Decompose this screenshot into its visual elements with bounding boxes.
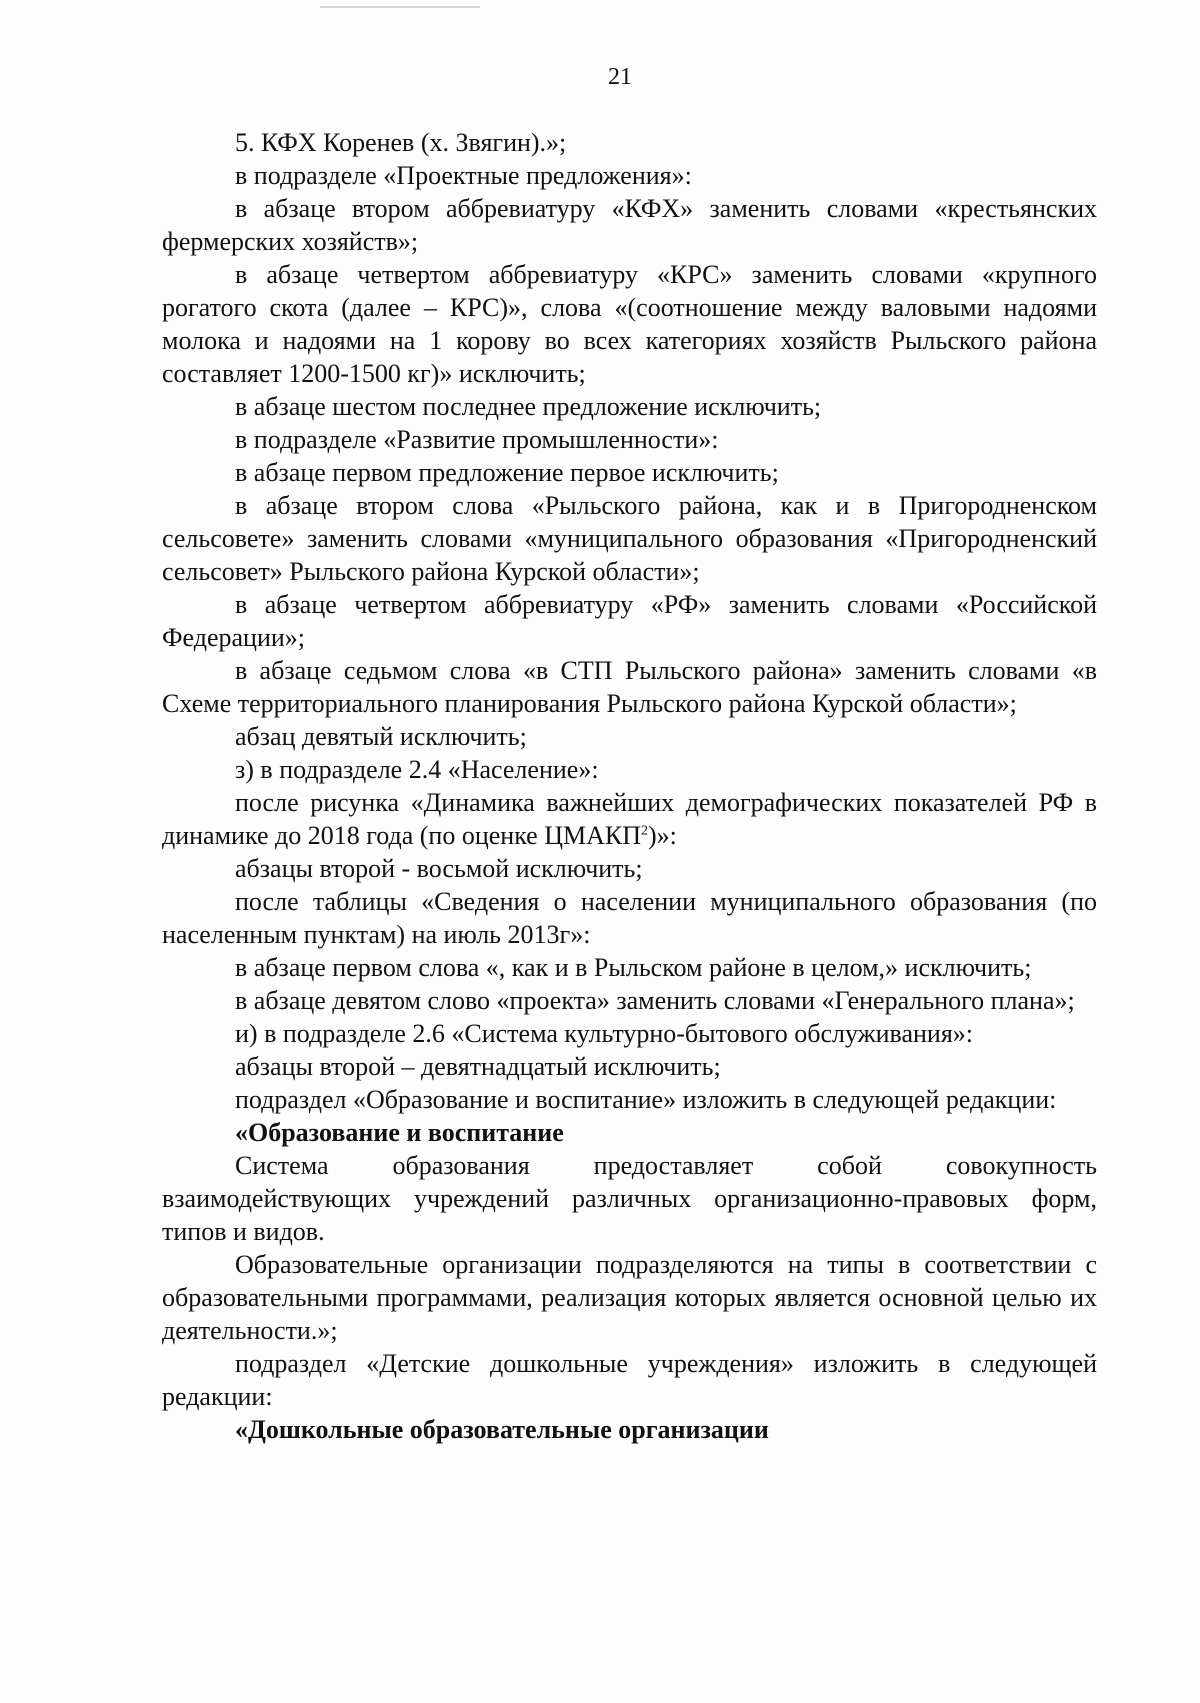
paragraph: абзацы второй – девятнадцатый исключить; [235,1052,721,1081]
section-heading-preschool: «Дошкольные образовательные организации [235,1415,769,1444]
paragraph: и) в подразделе 2.6 «Система культурно-бытового обслуживания»: [235,1019,974,1048]
paragraph: в абзаце первом слова «, как и в Рыльском районе в целом,» исключить; [235,953,1032,982]
page-number: 21 [608,64,632,90]
paragraph: абзацы второй - восьмой исключить; [235,854,643,883]
paragraph-text: после рисунка «Динамика важнейших демографических показателей РФ в динамике до 2018 года (по оценке ЦМАКП [162,788,1097,850]
paragraph: подраздел «Детские дошкольные учреждения» изложить в следующей редакции: [162,1349,1097,1411]
paragraph: в абзаце шестом последнее предложение исключить; [235,392,822,421]
document-body [162,126,1097,1446]
section-heading-education: «Образование и воспитание [235,1118,564,1147]
paragraph-text: )»: [648,821,677,850]
paragraph: в абзаце втором аббревиатуру «КФХ» заменить словами «крестьянских фермерских хозяйств»; [162,194,1097,256]
paragraph: после таблицы «Сведения о населении муниципального образования (по населенным пунктам) на июль 2013г»: [162,887,1097,949]
scan-smudge [320,6,480,8]
paragraph: з) в подразделе 2.4 «Население»: [235,755,599,784]
footnote-marker: 2 [641,823,649,839]
paragraph: в подразделе «Развитие промышленности»: [235,425,719,454]
paragraph: в подразделе «Проектные предложения»: [235,161,692,190]
paragraph: 5. КФХ Коренев (х. Звягин).»; [235,128,567,157]
paragraph: в абзаце втором слова «Рыльского района, как и в Пригородненском сельсовете» заменить словами «муниципального образования «Пригородненский сельсовет» Рыльского района Курской области»; [162,491,1097,586]
paragraph-with-footnote [162,786,1097,852]
paragraph: в абзаце четвертом аббревиатуру «РФ» заменить словами «Российской Федерации»; [162,590,1097,652]
paragraph: в абзаце четвертом аббревиатуру «КРС» заменить словами «крупного рогатого скота (далее – КРС)», слова «(соотношение между валовыми надоями молока и надоями на 1 корову во всех категориях хозяйств Рыльского района составляет 1200-1500 кг)» исключить; [162,260,1097,388]
paragraph: абзац девятый исключить; [235,722,527,751]
paragraph: в абзаце девятом слово «проекта» заменить словами «Генерального плана»; [235,986,1075,1015]
paragraph: Система образования предоставляет собой совокупность взаимодействующих учреждений различных организационно-правовых форм, типов и видов. [162,1151,1097,1246]
paragraph: в абзаце седьмом слова «в СТП Рыльского района» заменить словами «в Схеме территориального планирования Рыльского района Курской области»; [162,656,1097,718]
paragraph: подраздел «Образование и воспитание» изложить в следующей редакции: [235,1085,1057,1114]
paragraph: в абзаце первом предложение первое исключить; [235,458,779,487]
paragraph: Образовательные организации подразделяются на типы в соответствии с образовательными программами, реализация которых является основной целью их деятельности.»; [162,1250,1097,1345]
